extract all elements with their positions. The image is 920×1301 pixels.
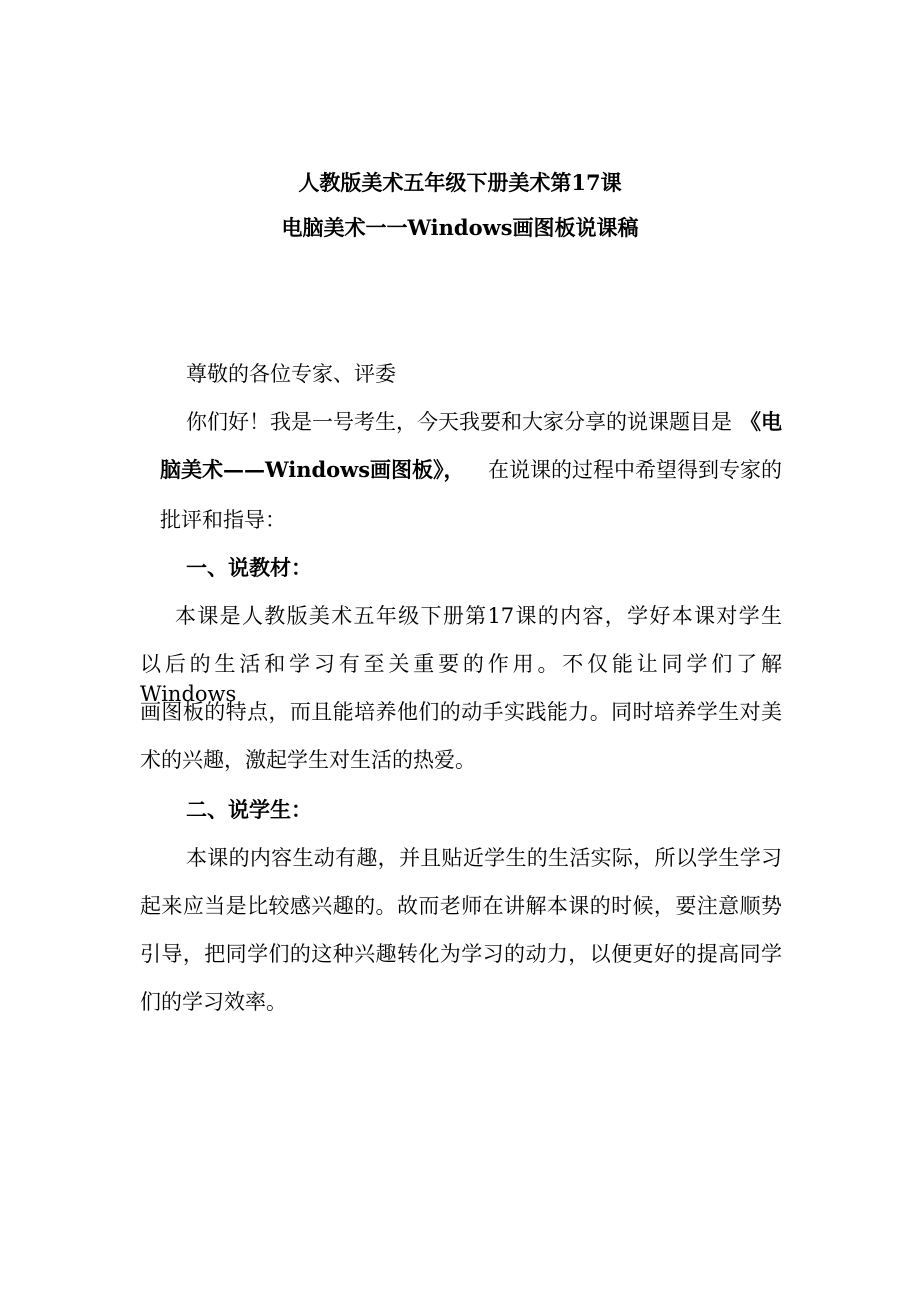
intro-line-2-text: 在说课的过程中希望得到专家的 <box>488 458 782 482</box>
intro-line-2-bold: 脑美术——Windows画图板》， <box>160 457 465 482</box>
section1-line-3: 画图板的特点，而且能培养他们的动手实践能力。同时培养学生对美 <box>140 700 782 724</box>
section1-line-4: 术的兴趣，激起学生对生活的热爱。 <box>140 748 476 772</box>
document-title-line-1: 人教版美术五年级下册美术第17课 <box>298 170 622 195</box>
section1-line-1: 本课是人教版美术五年级下册第17课的内容，学好本课对学生 <box>175 604 782 628</box>
intro-line-1-bold: 《电 <box>740 409 782 434</box>
section2-line-1: 本课的内容生动有趣，并且贴近学生的生活实际，所以学生学习 <box>186 846 782 870</box>
intro-line-1-text: 你们好！我是一号考生，今天我要和大家分享的说课题目是 <box>186 410 732 434</box>
section-heading-students: 二、说学生： <box>186 797 312 822</box>
document-title-line-2: 电脑美术一一Windows画图板说课稿 <box>281 215 639 240</box>
intro-line-3: 批评和指导： <box>160 508 286 532</box>
section2-line-3: 引导，把同学们的这种兴趣转化为学习的动力，以便更好的提高同学 <box>140 942 782 966</box>
intro-line-1 <box>186 407 782 437</box>
greeting: 尊敬的各位专家、评委 <box>186 362 396 386</box>
section1-line-2: 以后的生活和学习有至关重要的作用。不仅能让同学们了解Windows <box>140 652 782 706</box>
section2-line-4: 们的学习效率。 <box>140 990 287 1014</box>
section2-line-2: 起来应当是比较感兴趣的。故而老师在讲解本课的时候，要注意顺势 <box>140 894 782 918</box>
intro-line-2 <box>160 455 782 485</box>
section-heading-textbook: 一、说教材： <box>186 555 312 580</box>
